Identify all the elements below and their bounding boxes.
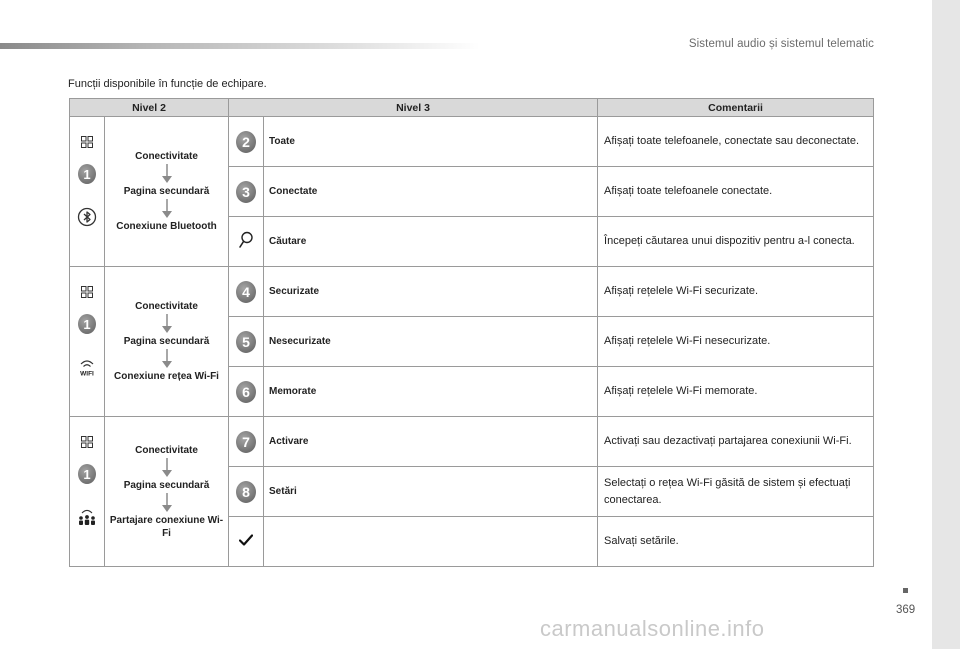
side-strip: [932, 0, 960, 649]
comment-cell: Afișați rețelele Wi-Fi memorate.: [598, 367, 874, 417]
level3-badge-cell: [229, 417, 264, 467]
wifi-icon: [77, 357, 97, 377]
level3-badge: 7: [236, 431, 256, 453]
header-nivel-2: Nivel 2: [70, 99, 229, 117]
level3-badge-cell: [229, 317, 264, 367]
step-pagina-secundara: Pagina secundară: [123, 479, 210, 491]
comment-cell: Salvați setările.: [598, 517, 874, 567]
arrow-down-icon: [162, 314, 172, 334]
step-conectivitate: Conectivitate: [135, 444, 198, 456]
table-row: [70, 117, 874, 167]
level3-badge: 8: [236, 481, 256, 503]
step-pagina-secundara: Pagina secundară: [123, 186, 210, 197]
comment-cell: Afișați rețelele Wi-Fi securizate.: [598, 267, 874, 317]
level3-badge-cell: [229, 167, 264, 217]
level2-path-hotspot: [105, 417, 229, 567]
level3-label: [264, 517, 598, 567]
wifi-icon-text: WIFI: [80, 370, 94, 377]
arrow-down-icon: [162, 199, 172, 219]
comment-cell: Selectați o rețea Wi-Fi găsită de sistem și efectuați conectarea.: [598, 467, 874, 517]
grid-icon: [81, 436, 93, 448]
group-icons-hotspot: [70, 417, 105, 567]
level3-label: Conectate: [264, 167, 598, 217]
level3-badge: 3: [236, 181, 256, 203]
group-icons-bluetooth: [70, 117, 105, 267]
table-row: [70, 417, 874, 467]
level3-badge-cell: [229, 117, 264, 167]
level2-path-bluetooth: [105, 117, 229, 267]
level3-label: Activare: [264, 417, 598, 467]
page-marker: [903, 588, 908, 593]
step-partajare-conexiune-wifi: Partajare conexiune Wi-Fi: [109, 514, 224, 539]
arrow-down-icon: [162, 349, 172, 369]
level3-badge-cell: [229, 267, 264, 317]
level3-badge-cell: [229, 367, 264, 417]
grid-icon: [81, 136, 93, 148]
header-nivel-3: Nivel 3: [229, 99, 598, 117]
search-icon: [238, 231, 254, 249]
level3-icon-cell: [229, 217, 264, 267]
people-icon: [77, 507, 97, 527]
table-header-row: [70, 99, 874, 117]
comment-cell: Afișați toate telefoanele, conectate sau deconectate.: [598, 117, 874, 167]
level3-badge: 4: [236, 281, 256, 303]
level3-badge: 5: [236, 331, 256, 353]
intro-text: Funcții disponibile în funcție de echipare.: [68, 78, 267, 90]
comment-cell: Activați sau dezactivați partajarea conexiunii Wi-Fi.: [598, 417, 874, 467]
table-row: [70, 267, 874, 317]
level3-label: Toate: [264, 117, 598, 167]
level3-label: Nesecurizate: [264, 317, 598, 367]
bluetooth-icon: [77, 207, 97, 227]
level1-badge: 1: [78, 314, 96, 334]
comment-cell: Începeți căutarea unui dispozitiv pentru a-l conecta.: [598, 217, 874, 267]
level3-badge: 6: [236, 381, 256, 403]
level3-label: Setări: [264, 467, 598, 517]
level3-icon-cell: [229, 517, 264, 567]
step-conexiune-bluetooth: Conexiune Bluetooth: [116, 221, 217, 232]
step-conectivitate: Conectivitate: [135, 151, 198, 162]
step-pagina-secundara: Pagina secundară: [123, 336, 210, 347]
arrow-down-icon: [162, 493, 172, 513]
level1-badge: 1: [78, 164, 96, 184]
functions-table: [69, 98, 874, 567]
watermark: carmanualsonline.info: [540, 616, 765, 641]
arrow-down-icon: [162, 164, 172, 184]
step-conexiune-retea-wifi: Conexiune rețea Wi-Fi: [114, 371, 219, 382]
comment-cell: Afișați rețelele Wi-Fi nesecurizate.: [598, 317, 874, 367]
level3-badge-cell: [229, 467, 264, 517]
group-icons-wifi: [70, 267, 105, 417]
checkmark-icon: [239, 534, 253, 546]
arrow-down-icon: [162, 458, 172, 478]
level3-label: Securizate: [264, 267, 598, 317]
page-number: 369: [896, 604, 916, 616]
comment-cell: Afișați toate telefoanele conectate.: [598, 167, 874, 217]
level3-label: Căutare: [264, 217, 598, 267]
level1-badge: 1: [78, 464, 96, 484]
grid-icon: [81, 286, 93, 298]
header-gradient-bar: [0, 43, 480, 49]
header-title: Sistemul audio și sistemul telematic: [688, 38, 874, 50]
step-conectivitate: Conectivitate: [135, 301, 198, 312]
level3-label: Memorate: [264, 367, 598, 417]
level3-badge: 2: [236, 131, 256, 153]
level2-path-wifi: [105, 267, 229, 417]
header-comentarii: Comentarii: [598, 99, 874, 117]
